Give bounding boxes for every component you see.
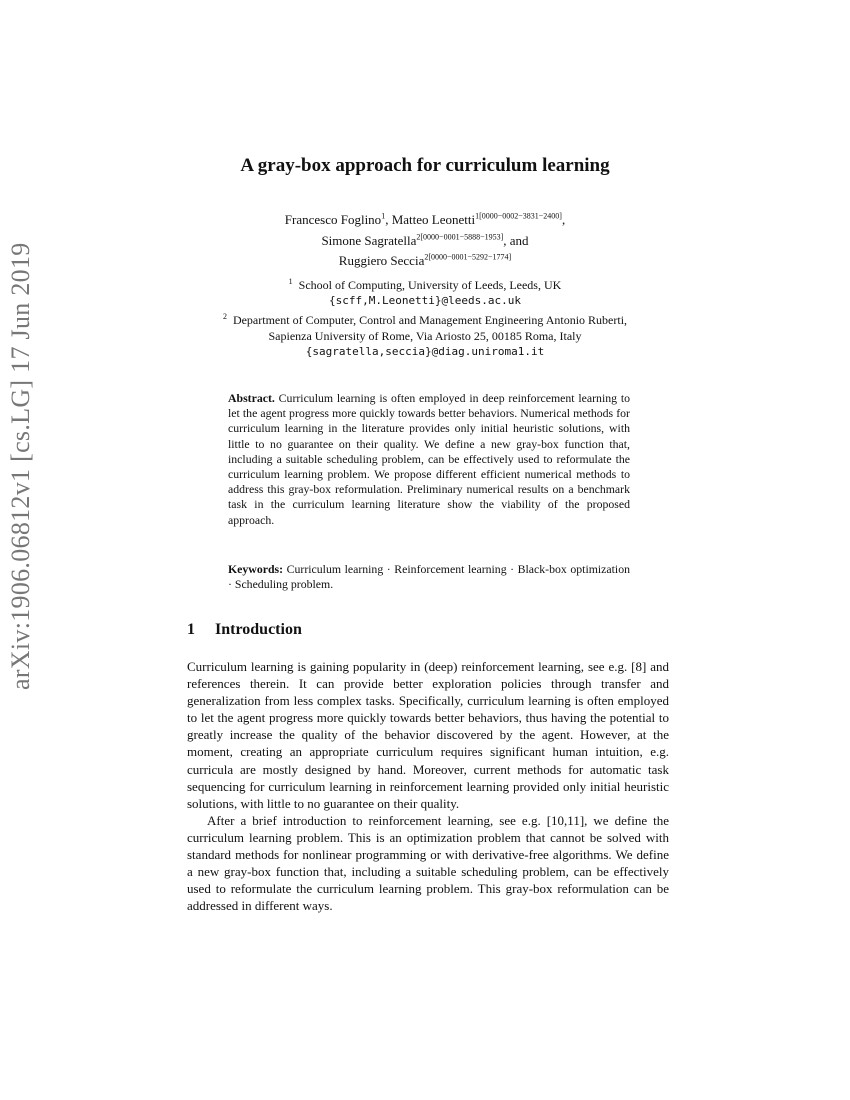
author-name: Ruggiero Seccia bbox=[338, 252, 425, 268]
author-superscript: 2[0000−0001−5888−1953] bbox=[416, 232, 504, 242]
affiliation bbox=[0, 309, 850, 360]
author-superscript: 2[0000−0001−5292−1774] bbox=[424, 252, 512, 262]
author-separator: , bbox=[385, 212, 392, 228]
author-superscript: 1 bbox=[381, 212, 386, 221]
author-line bbox=[0, 208, 850, 228]
affiliation-text: Sapienza University of Rome, Via Ariosto 25, 00185 Roma, Italy bbox=[268, 329, 582, 343]
author bbox=[392, 212, 566, 227]
author-separator: , bbox=[561, 212, 566, 228]
keywords bbox=[228, 562, 630, 592]
keywords-text: Curriculum learning · Reinforcement learning · Black-box optimization · Scheduling problem. bbox=[228, 562, 631, 592]
author-list bbox=[0, 208, 850, 269]
author-name: Simone Sagratella bbox=[321, 232, 417, 248]
affiliation-list bbox=[0, 274, 850, 360]
affiliation-email: {sagratella,seccia}@diag.uniroma1.it bbox=[305, 345, 545, 358]
affiliation-superscript: 2 bbox=[222, 312, 227, 321]
author bbox=[285, 212, 392, 227]
affiliation bbox=[0, 274, 850, 309]
paragraph: After a brief introduction to reinforcement learning, see e.g. [10,11], we define the curriculum learning problem. This is an optimization problem that cannot be solved with standard methods for nonlinear programming or with derivative-free algorithms. We define a new gray-box function that, including a suitable scheduling problem, can be effectively used to reformulate the curriculum learning problem. This gray-box reformulation can be addressed in different ways. bbox=[187, 812, 669, 914]
author-separator: , and bbox=[503, 232, 529, 248]
section-heading bbox=[187, 621, 302, 639]
affiliation-text: Department of Computer, Control and Management Engineering Antonio Ruberti, bbox=[232, 313, 628, 327]
author-name: Francesco Foglino bbox=[284, 212, 382, 228]
section-title: Introduction bbox=[215, 621, 302, 638]
author-line bbox=[0, 249, 850, 269]
section-number: 1 bbox=[187, 621, 195, 638]
author-line bbox=[0, 228, 850, 248]
abstract-text: Curriculum learning is often employed in deep reinforcement learning to let the agent progress more quickly towards better behaviors. Numerical methods for curriculum learning in the literature provides only initial heuristic solutions, with little to no guarantee on their quality. We define a new gray-box function that, including a suitable scheduling problem, can be effectively used to reformulate the curriculum learning problem. We propose different efficient numerical methods to address this gray-box reformulation. Preliminary numerical results on a benchmark task in the curriculum learning literature show the viability of the proposed approach. bbox=[228, 391, 631, 527]
author-superscript: 1[0000−0002−3831−2400] bbox=[475, 212, 562, 221]
paragraph: Curriculum learning is gaining popularity in (deep) reinforcement learning, see e.g. [8] and references therein. It can provide better exploration policies through transfer and generalization from less complex tasks. Specifically, curriculum learning is often employed to let the agent progress more quickly towards better behaviors, thus having the potential to greatly increase the quality of the behavior discovered by the agent. However, at the moment, creating an appropriate curriculum requires significant human intuition, e.g. curricula are mostly designed by hand. Moreover, current methods for automatic task sequencing for curriculum learning in reinforcement learning provided only initial heuristic solutions, with little to no guarantee on their quality. bbox=[187, 659, 669, 811]
paper-title: A gray-box approach for curriculum learning bbox=[240, 155, 610, 176]
affiliation-line bbox=[0, 309, 850, 328]
abstract-label: Abstract. bbox=[228, 391, 275, 405]
affiliation-text: School of Computing, University of Leeds, Leeds, UK bbox=[298, 278, 562, 292]
arxiv-identifier: arXiv:1906.06812v1 [cs.LG] 17 Jun 2019 bbox=[6, 242, 35, 690]
abstract bbox=[228, 391, 630, 528]
affiliation-email: {scff,M.Leonetti}@leeds.ac.uk bbox=[328, 294, 522, 307]
author bbox=[339, 253, 511, 268]
keywords-label: Keywords: bbox=[228, 562, 284, 576]
affiliation-superscript: 1 bbox=[288, 277, 293, 286]
section-body bbox=[187, 658, 669, 914]
author bbox=[321, 233, 528, 248]
affiliation-line bbox=[0, 274, 850, 293]
author-name: Matteo Leonetti bbox=[391, 212, 476, 228]
